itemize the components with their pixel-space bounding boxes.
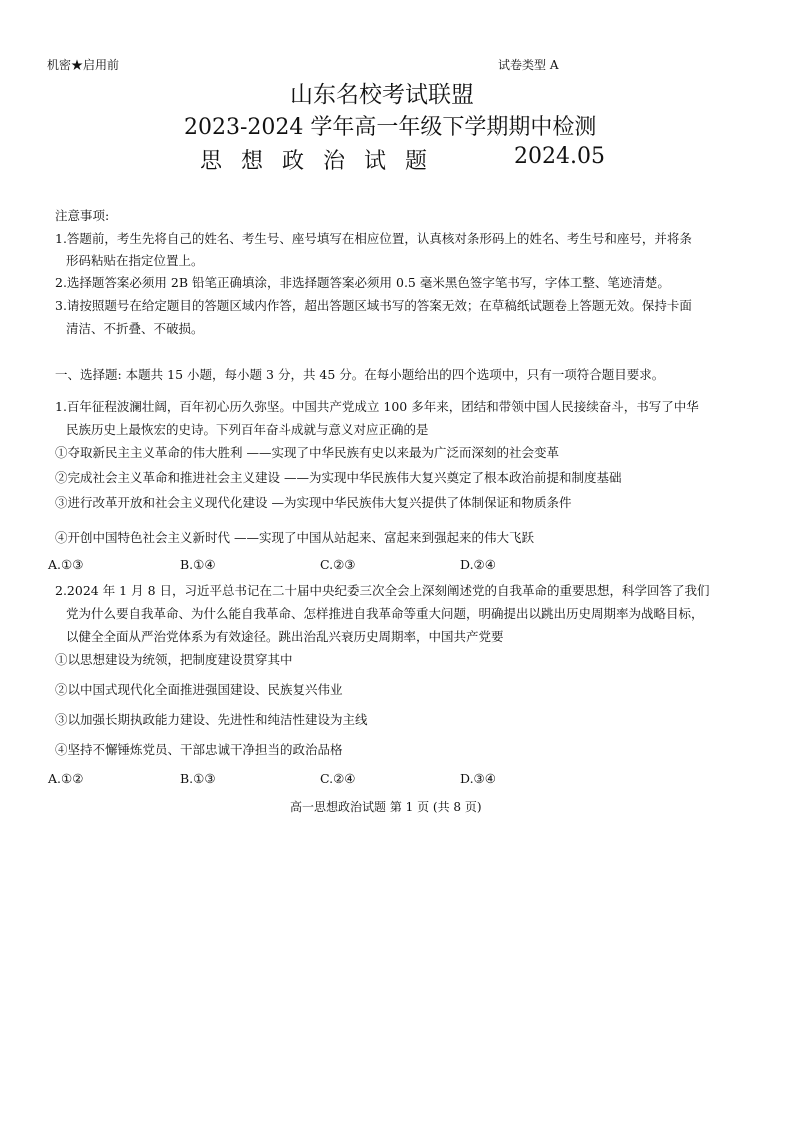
note-line: 1.答题前，考生先将自己的姓名、考生号、座号填写在相应位置，认真核对条形码上的姓名、考生号和座号，并将条 — [55, 231, 692, 246]
question-1-statement: ②完成社会主义革命和推进社会主义建设 ——为实现中华民族伟大复兴奠定了根本政治前提和制度基础 — [55, 470, 622, 485]
notes-heading: 注意事项: — [55, 208, 110, 223]
question-2-statement: ②以中国式现代化全面推进强国建设、民族复兴伟业 — [55, 682, 343, 697]
question-2-stem: 2.2024 年 1 月 8 日，习近平总书记在二十届中央纪委三次全会上深刻阐述党的自我革命的重要思想，科学回答了我们 — [55, 583, 710, 598]
question-2-statement: ①以思想建设为统领，把制度建设贯穿其中 — [55, 652, 293, 667]
option-c[interactable]: C.②③ — [320, 557, 356, 572]
page-footer: 高一思想政治试题 第 1 页 (共 8 页) — [290, 800, 482, 814]
note-line: 3.请按照题号在给定题目的答题区域内作答，超出答题区域书写的答案无效；在草稿纸试题卷上答题无效。保持卡面 — [55, 298, 692, 313]
note-line: 清洁、不折叠、不破损。 — [66, 321, 204, 336]
option-a[interactable]: A.①③ — [48, 557, 84, 572]
exam-union-title: 山东名校考试联盟 — [290, 82, 474, 108]
question-1-statement: ①夺取新民主主义革命的伟大胜利 ——实现了中华民族有史以来最为广泛而深刻的社会变革 — [55, 445, 559, 460]
question-1-stem: 1.百年征程波澜壮阔，百年初心历久弥坚。中国共产党成立 100 多年来，团结和带领中国人民接续奋斗，书写了中华 — [55, 399, 699, 414]
option-b[interactable]: B.①③ — [180, 771, 216, 786]
option-b[interactable]: B.①④ — [180, 557, 216, 572]
option-a[interactable]: A.①② — [48, 771, 84, 786]
note-line: 2.选择题答案必须用 2B 铅笔正确填涂，非选择题答案必须用 0.5 毫米黑色签字笔书写，字体工整、笔迹清楚。 — [55, 275, 670, 290]
paper-type-label: 试卷类型 A — [498, 58, 559, 72]
section-heading: 一、选择题: 本题共 15 小题，每小题 3 分，共 45 分。在每小题给出的四个选项中，只有一项符合题目要求。 — [55, 367, 665, 382]
question-2-statement: ④坚持不懈锤炼党员、干部忠诚干净担当的政治品格 — [55, 742, 343, 757]
exam-date: 2024.05 — [514, 144, 605, 169]
question-2-stem: 以健全全面从严治党体系为有效途径。跳出治乱兴衰历史周期率，中国共产党要 — [66, 629, 504, 644]
question-2-options — [48, 771, 748, 793]
exam-session-title: 2023-2024 学年高一年级下学期期中检测 — [184, 115, 597, 140]
question-2-statement: ③以加强长期执政能力建设、先进性和纯洁性建设为主线 — [55, 712, 368, 727]
option-c[interactable]: C.②④ — [320, 771, 356, 786]
question-1-options — [48, 557, 748, 579]
note-line: 形码粘贴在指定位置上。 — [66, 253, 204, 268]
subject-title: 思 想 政 治 试 题 — [200, 149, 433, 174]
question-1-statement: ③进行改革开放和社会主义现代化建设 —为实现中华民族伟大复兴提供了体制保证和物质条件 — [55, 495, 572, 510]
option-d[interactable]: D.②④ — [460, 557, 496, 572]
option-d[interactable]: D.③④ — [460, 771, 496, 786]
question-1-statement: ④开创中国特色社会主义新时代 ——实现了中国从站起来、富起来到强起来的伟大飞跃 — [55, 530, 534, 545]
question-1-stem: 民族历史上最恢宏的史诗。下列百年奋斗成就与意义对应正确的是 — [66, 422, 429, 437]
confidential-label: 机密★启用前 — [47, 58, 120, 72]
question-2-stem: 党为什么要自我革命、为什么能自我革命、怎样推进自我革命等重大问题，明确提出以跳出历史周期率为战略目标， — [66, 606, 704, 621]
